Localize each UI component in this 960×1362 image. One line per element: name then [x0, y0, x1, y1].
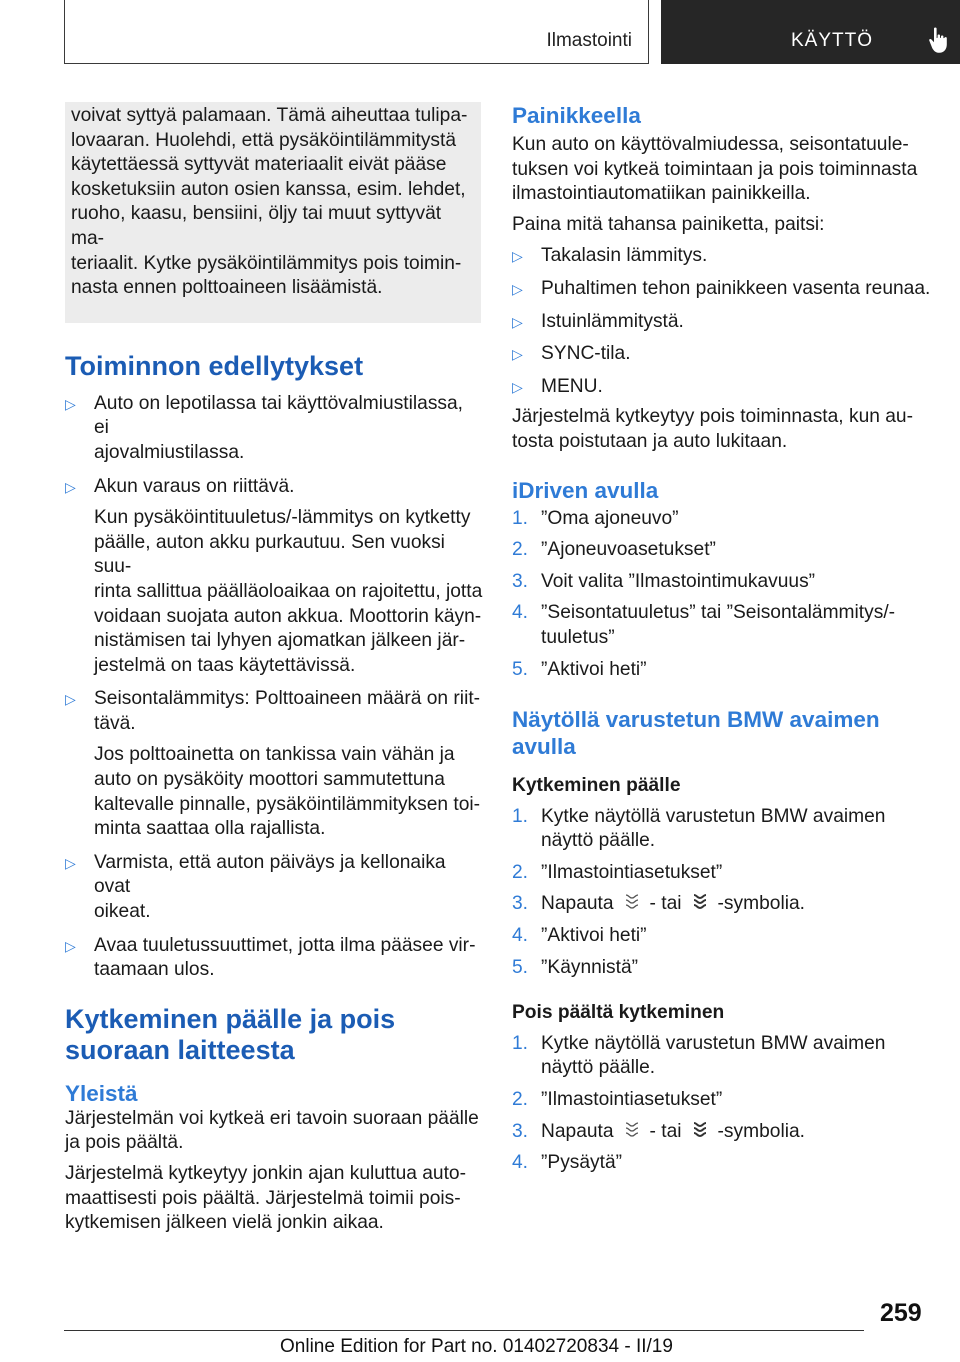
- heading-buttons: Painikkeella: [512, 103, 641, 128]
- section-title: Ilmastointi: [546, 30, 632, 51]
- list-item: 1. Kytke näytöllä varustetun BMW avaimen näyttö päälle.: [512, 1032, 886, 1079]
- page-number: 259: [880, 1299, 922, 1327]
- left-column: [65, 102, 483, 1236]
- triangle-bullet-icon: ▷: [512, 378, 523, 395]
- conditions-list: [65, 392, 483, 983]
- list-item: 3. Napauta - tai -symbolia.: [512, 893, 805, 915]
- list-item: ▷ Takalasin lämmitys.: [512, 244, 932, 269]
- general-paragraph-2: Järjestelmä kytkeytyy jonkin ajan kuluttua auto- maattisesti pois päältä. Järjestelmä toimii pois- kytkemisen jälkeen vielä jonkin aikaa.: [65, 1163, 466, 1234]
- triangle-bullet-icon: ▷: [65, 691, 76, 708]
- list-item: ▷ Istuinlämmitystä.: [512, 310, 932, 335]
- heading-switch-on: Kytkeminen päälle: [512, 775, 681, 797]
- heading-conditions: Toiminnon edellytykset: [65, 350, 364, 381]
- list-item: ▷ Auto on lepotilassa tai käyttövalmiustilassa, ei ajovalmiustilassa.: [65, 392, 464, 463]
- triangle-bullet-icon: ▷: [512, 280, 523, 297]
- heading-key: Näytöllä varustetun BMW avaimen avulla: [512, 707, 880, 760]
- condition-note: Kun pysäköintituuletus/-lämmitys on kytketty päälle, auton akku purkautuu. Sen vuoksi suu- rinta sallittua päälläoloaikaa on rajoitettu, jotta voidaan suojata auton akkua. Moottorin käyn- nistämisen tai lyhyen ajomatkan jälkeen jär- jestelmä on taas käytettävissä.: [94, 507, 483, 676]
- buttons-paragraph-2: Paina mitä tahansa painiketta, paitsi:: [512, 213, 825, 235]
- list-item: 1. Kytke näytöllä varustetun BMW avaimen näyttö päälle.: [512, 805, 886, 852]
- buttons-paragraph-1: Kun auto on käyttövalmiudessa, seisontatuule- tuksen voi kytkeä toimintaan ja pois toiminnasta ilmastointiautomatiikan painikkeilla.: [512, 134, 918, 205]
- switch-on-steps: [512, 805, 932, 981]
- list-item: 2. ”Ilmastointiasetukset”: [512, 861, 723, 883]
- list-item: ▷ MENU.: [512, 375, 932, 400]
- ventilation-filled-icon: [690, 892, 710, 912]
- list-item: ▷ Puhaltimen tehon painikkeen vasenta reunaa.: [512, 277, 932, 302]
- hand-pointer-icon: [927, 26, 953, 54]
- general-paragraph-1: Järjestelmän voi kytkeä eri tavoin suoraan päälle ja pois päältä.: [65, 1107, 479, 1154]
- footer-edition-text: Online Edition for Part no. 01402720834 - II/19: [280, 1336, 673, 1357]
- chapter-tab: [661, 0, 960, 64]
- heading-idrive: iDriven avulla: [512, 477, 659, 503]
- triangle-bullet-icon: ▷: [65, 854, 76, 871]
- heading-switch-off: Pois päältä kytkeminen: [512, 1002, 725, 1024]
- right-column: [512, 102, 932, 1176]
- list-item: ▷ Seisontalämmitys: Polttoaineen määrä on riit- tävä. Jos polttoainetta on tankissa vain vähän ja auto on pysäköity moottori sammutettuna kaltevalle pinnalle, pysäköintilämmityksen toi- minta saattaa olla rajallista.: [65, 687, 483, 842]
- header-frame: [64, 0, 649, 64]
- list-item: 2. ”Ilmastointiasetukset”: [512, 1089, 723, 1111]
- list-item: 5. ”Käynnistä”: [512, 956, 639, 978]
- list-item: 4. ”Seisontatuuletus” tai ”Seisontalämmitys/- tuuletus”: [512, 602, 896, 648]
- list-item: ▷ SYNC-tila.: [512, 342, 932, 367]
- list-item: 2. ”Ajoneuvoasetukset”: [512, 539, 716, 561]
- heading-general: Yleistä: [65, 1080, 138, 1106]
- ventilation-filled-icon: [690, 1120, 710, 1140]
- warning-box: [65, 102, 481, 323]
- ventilation-outline-icon: [622, 892, 642, 912]
- warning-text: voivat syttyä palamaan. Tämä aiheuttaa tulipa- lovaaran. Huolehdi, että pysäköintilämmitystä käytettäessä syttyvät materiaalit eivät pääse kosketuksiin auton osien kanssa, esim. lehdet, ruoho, kaasu, bensiini, öljy tai muut syttyvät ma- teriaalit. Kytke pysäköintilämmitys pois toimin- nasta ennen polttoaineen lisäämistä.: [71, 105, 468, 299]
- switch-off-steps: [512, 1032, 932, 1176]
- list-item: ▷ Avaa tuuletussuuttimet, jotta ilma pääsee vir- taamaan ulos.: [65, 934, 476, 981]
- triangle-bullet-icon: ▷: [65, 937, 76, 954]
- heading-switch: Kytkeminen päälle ja pois suoraan laitteesta: [65, 1003, 396, 1065]
- idrive-steps: [512, 507, 932, 683]
- buttons-paragraph-3: Järjestelmä kytkeytyy pois toiminnasta, kun au- tosta poistutaan ja auto lukitaan.: [512, 406, 913, 452]
- triangle-bullet-icon: ▷: [65, 478, 76, 495]
- chapter-tab-label: KÄYTTÖ: [791, 30, 874, 51]
- list-item: ▷ Varmista, että auton päiväys ja kellonaika ovat oikeat.: [65, 851, 446, 923]
- list-item: 3. Napauta - tai -symbolia.: [512, 1120, 805, 1142]
- ventilation-outline-icon: [622, 1120, 642, 1140]
- footer-divider: [64, 1330, 864, 1331]
- list-item: 4. ”Pysäytä”: [512, 1152, 623, 1174]
- triangle-bullet-icon: ▷: [512, 248, 523, 265]
- list-item: 4. ”Aktivoi heti”: [512, 925, 647, 947]
- triangle-bullet-icon: ▷: [65, 395, 76, 412]
- list-item: 1. ”Oma ajoneuvo”: [512, 507, 679, 529]
- triangle-bullet-icon: ▷: [512, 346, 523, 363]
- list-item: ▷ Akun varaus on riittävä. Kun pysäköintituuletus/-lämmitys on kytketty päälle, auton akku purkautuu. Sen vuoksi suu- rinta sallittua päälläoloaikaa on rajoitettu, jotta voidaan suojata auton akkua. Moottorin käyn- nistämisen tai lyhyen ajomatkan jälkeen jär- jestelmä on taas käytettävissä.: [65, 475, 483, 679]
- except-list: [512, 244, 932, 399]
- condition-note: Jos polttoainetta on tankissa vain vähän ja auto on pysäköity moottori sammutettuna kaltevalle pinnalle, pysäköintilämmityksen toi- minta saattaa olla rajallista.: [94, 744, 481, 840]
- list-item: 3. Voit valita ”Ilmastointimukavuus”: [512, 570, 816, 592]
- triangle-bullet-icon: ▷: [512, 313, 523, 330]
- list-item: 5. ”Aktivoi heti”: [512, 658, 647, 680]
